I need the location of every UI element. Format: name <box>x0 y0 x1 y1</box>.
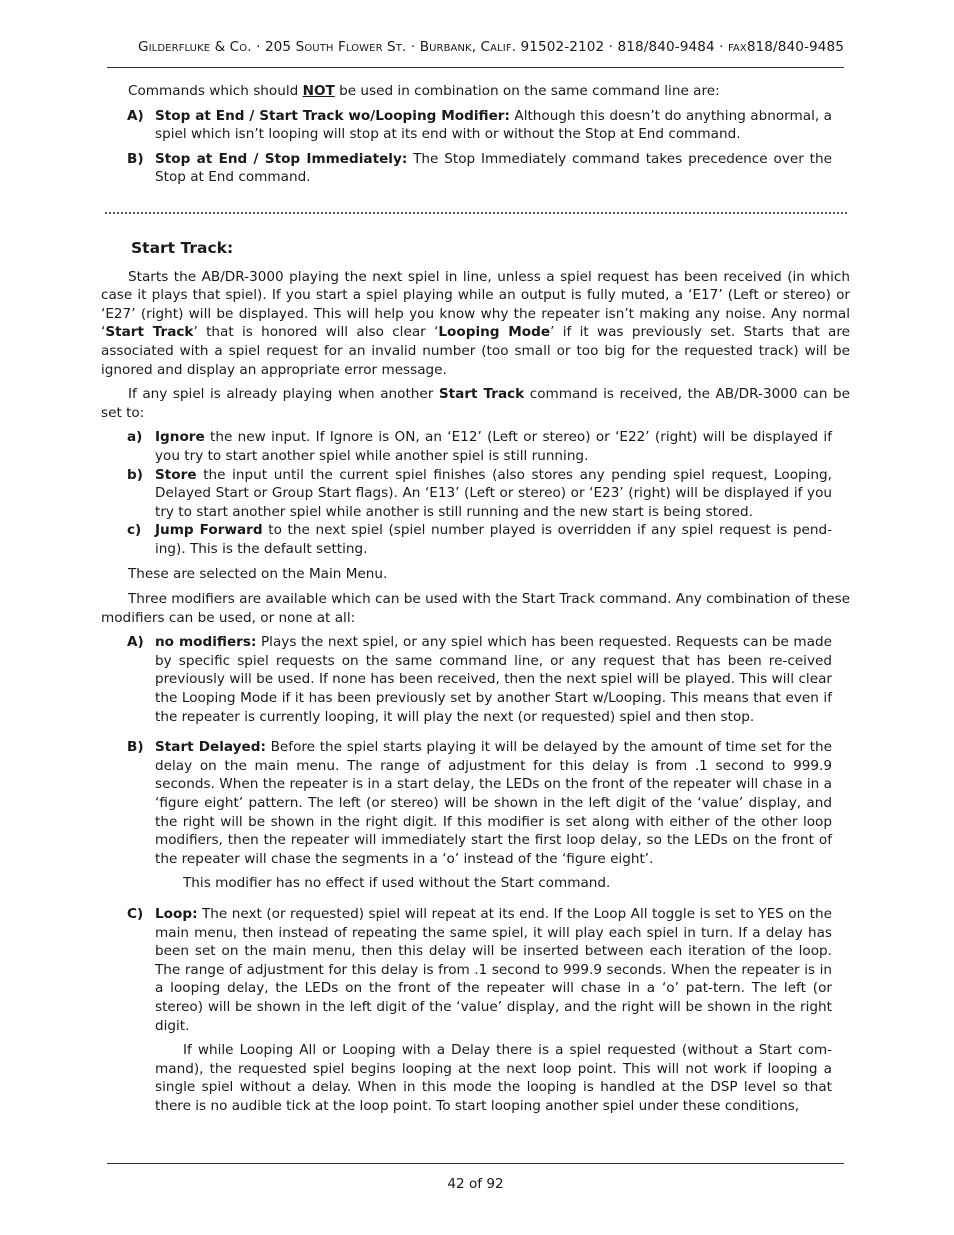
para-text: If any spiel is already playing when another <box>128 386 439 403</box>
item-label: a) <box>127 429 143 446</box>
header-separator: · <box>406 39 420 55</box>
list-item <box>127 633 832 732</box>
item-text: Plays the next spiel, or any spiel which has been requested. Requests can be made by specific spiel requests on the same command line, or any request that has been re-ceived previously will be used. If none has been received, then the next spiel will be played. This will clear the Looping Mode if it has been previously set by another Start w/Looping. This means that even if the repeater is currently looping, it will play the next (or requested) spiel and then stop. <box>155 634 833 725</box>
paragraph: These are selected on the Main Menu. <box>128 566 388 583</box>
footer-rule <box>107 1163 844 1164</box>
section-spacer <box>101 193 850 239</box>
company-name: Gilderfluke & Co. <box>138 39 252 55</box>
item-text: The Stop Immediately command takes precedence over the Stop at End command. <box>155 150 832 186</box>
item-text: Although this doesn’t do anything abnormal, a spiel which isn’t looping will stop at its end with or without the Stop at End command. <box>155 107 832 143</box>
item-label: C) <box>127 905 144 922</box>
header-separator: · <box>604 39 618 55</box>
fax-label: fax <box>727 39 747 55</box>
header-rule <box>107 67 844 68</box>
page-header <box>107 38 844 57</box>
section-divider <box>105 212 847 214</box>
item-label: A) <box>127 107 144 124</box>
item-text: Before the spiel starts playing it will be delayed by the amount of time set for the delay on the main menu. The range of adjustment for this delay is from .1 second to 999.9 seconds. When the repeater is in a start delay, the LEDs on the front of the repeater will chase in a ‘figure eight’ pattern. The left (or stereo) will be shown in the left digit of the ‘value’ display, and the right will be shown in the right digit. If this modifier is set along with either of the other loop modifiers, then the repeater will immediately start the first loop delay, so the LEDs on the front of the repeater will chase the segments in a ‘o’ instead of the ‘figure eight’. <box>155 739 833 867</box>
not-emphasis: NOT <box>302 83 335 99</box>
list-item <box>127 107 832 144</box>
combo-list <box>127 107 832 187</box>
intro-paragraph <box>101 82 850 101</box>
item-label: c) <box>127 522 142 539</box>
item-label: B) <box>127 739 144 756</box>
item-term: Stop at End / Stop Immediately: <box>155 150 408 167</box>
item-term: Loop: <box>155 905 198 922</box>
para-bold: Start Track <box>105 324 194 341</box>
para-text: Starts the AB/DR-3000 playing the next spiel in line, unless a spiel request has been received (in which case it plays that spiel). If you start a spiel playing while an output is fully muted, a ‘E17’ (Left or stereo) or ‘E27’ (right) will be displayed. This will help you know why the repeater isn’t making any noise. Any normal ‘ <box>101 268 850 341</box>
street-address: 205 South Flower St. <box>264 39 407 55</box>
page-body <box>101 82 850 1128</box>
list-item <box>127 428 832 465</box>
modifiers-list <box>127 633 832 1121</box>
list-item <box>127 466 832 522</box>
item-term: Jump Forward <box>155 522 263 539</box>
list-item <box>127 150 832 187</box>
item-term: Store <box>155 466 197 483</box>
paragraph <box>101 385 850 422</box>
list-item <box>127 738 832 899</box>
para-text: command is received, the AB/DR-3000 can be set to: <box>101 386 850 421</box>
item-term: Stop at End / Start Track wo/Looping Modifier: <box>155 107 510 124</box>
para-text: ’ if it was previously set. Starts that are associated with a spiel request for an invalid number (too small or too big for the requested track) will be ignored and display an appropriate error message. <box>101 324 850 378</box>
item-text: the input until the current spiel finishes (also stores any pending spiel request, Looping, Delayed Start or Group Start flags). An ‘E13’ (Left or stereo) or ‘E23’ (right) will be displayed if you try to start another spiel while another is still running and the new start is being stored. <box>155 466 832 520</box>
header-separator: · <box>251 39 265 55</box>
para-bold: Looping Mode <box>438 324 551 341</box>
item-note: If while Looping All or Looping with a Delay there is a spiel requested (without a Start com-mand), the requested spiel begins looping at the next loop point. This will not work if looping a single spiel without a delay. When in this mode the looping is handled at the DSP level so that there is no audible tick at the loop point. To start looping another spiel under these conditions, <box>155 1042 832 1114</box>
section-title: Start Track: <box>131 238 234 257</box>
item-label: B) <box>127 150 144 167</box>
header-separator: · <box>714 39 728 55</box>
item-text: The next (or requested) spiel will repeat at its end. If the Loop All toggle is set to YES on the main menu, then instead of repeating the same spiel, it will play each spiel in turn. If a delay has been set on the main menu, then this delay will be inserted between each iteration of the loop. The range of adjustment for this delay is from .1 second to 999.9 seconds. When the repeater is in a looping delay, the LEDs on the front of the repeater will chase in a ‘o’ pat-tern. The left (or stereo) will be shown in the left digit of the ‘value’ display, and the right will be shown in the right digit. <box>155 905 832 1034</box>
item-term: no modifiers: <box>155 634 257 651</box>
item-label: A) <box>127 634 144 651</box>
list-item <box>127 521 832 558</box>
phone-number: 818/840-9484 <box>617 39 715 55</box>
item-note: This modifier has no effect if used without the Start command. <box>183 875 611 892</box>
item-term: Start Delayed: <box>155 739 266 756</box>
item-label: b) <box>127 466 143 483</box>
paragraph <box>101 268 850 380</box>
paragraph: Three modifiers are available which can be used with the Start Track command. Any combination of these modifiers can be used, or none at all: <box>101 591 851 626</box>
item-term: Ignore <box>155 429 205 446</box>
item-text: to the next spiel (spiel number played is overridden if any spiel request is pend-ing). This is the default setting. <box>155 522 832 557</box>
intro-text: be used in combination on the same command line are: <box>334 83 720 99</box>
page-number: 42 of 92 <box>447 1176 504 1192</box>
list-item <box>127 905 832 1122</box>
city-address: Burbank, Calif. 91502-2102 <box>419 39 605 55</box>
para-bold: Start Track <box>438 386 525 403</box>
para-text: ’ that is honored will also clear ‘ <box>193 324 439 341</box>
item-text: the new input. If Ignore is ON, an ‘E12’ (Left or stereo) or ‘E22’ (right) will be displayed if you try to start another spiel while another spiel is still running. <box>155 429 832 464</box>
intro-text: Commands which should <box>128 83 303 99</box>
fax-number: 818/840-9485 <box>746 39 844 55</box>
options-list <box>127 428 832 558</box>
